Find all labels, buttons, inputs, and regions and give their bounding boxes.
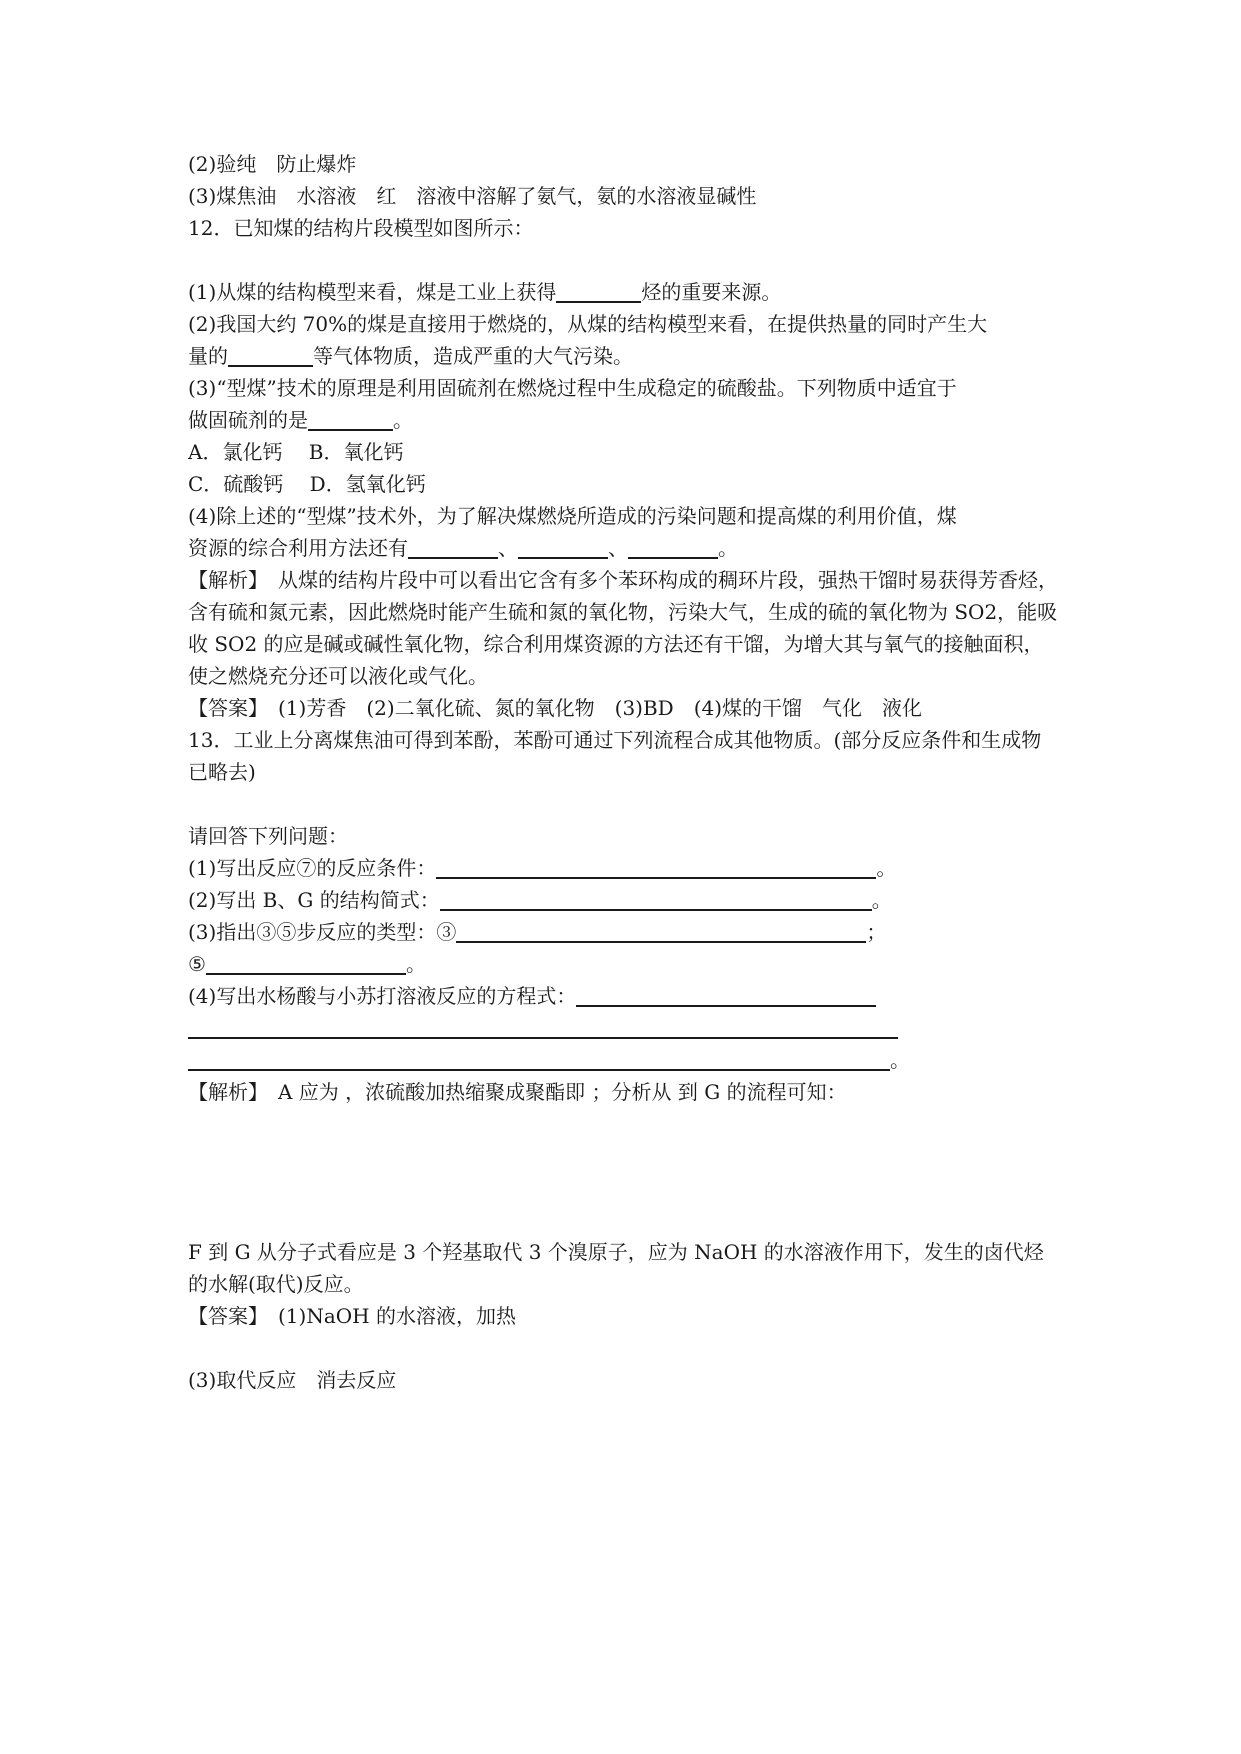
answer-line-2: (2)验纯 防止爆炸: [188, 152, 357, 176]
question-13-part-2: (2)写出 B、G 的结构简式： 。: [188, 888, 892, 912]
question-13-part-3: (3)指出③⑤步反应的类型：③ ；: [188, 920, 887, 944]
answer-blank: [628, 535, 718, 559]
answer-line-full: 。: [188, 1044, 1060, 1076]
answer-13-part-1: 【答案】 (1)NaOH 的水溶液，加热: [188, 1304, 516, 1328]
answer-blank: [518, 535, 608, 559]
answer-blank: [436, 855, 876, 879]
options-a-b: A．氯化钙 B．氧化钙: [188, 440, 404, 464]
question-12-part-2b: 量的 等气体物质，造成严重的大气污染。: [188, 344, 633, 368]
analysis-12: 【解析】 从煤的结构片段中可以看出它含有多个苯环构成的稠环片段，强热干馏时易获得芳香烃，含有硫和氮元素，因此燃烧时能产生硫和氮的氧化物，污染大气，生成的硫的氧化物为 SO2，能吸收 SO2 的应是碱或碱性氧化物，综合利用煤资源的方法还有干馏，为增大其与氧气的接触面积，使之燃烧充分还可以液化或气化。: [188, 568, 1058, 688]
answer-12: 【答案】 (1)芳香 (2)二氧化硫、氮的氧化物 (3)BD (4)煤的干馏 气化 液化: [188, 696, 923, 720]
answer-line-3: (3)煤焦油 水溶液 红 溶液中溶解了氨气，氨的水溶液显碱性: [188, 184, 757, 208]
answer-blank: [456, 919, 866, 943]
question-12-part-2a: (2)我国大约 70%的煤是直接用于燃烧的，从煤的结构模型来看，在提供热量的同时产生大: [188, 312, 988, 336]
answer-blank: [188, 1015, 898, 1039]
structure-gap-small: [188, 1332, 1060, 1364]
answer-13-part-3: (3)取代反应 消去反应: [188, 1368, 397, 1392]
question-12-part-3a: (3)“型煤”技术的原理是利用固硫剂在燃烧过程中生成稳定的硫酸盐。下列物质中适宜于: [188, 376, 957, 400]
answer-blank: [408, 535, 498, 559]
please-answer: 请回答下列问题：: [188, 824, 348, 848]
question-12-part-3b: 做固硫剂的是 。: [188, 408, 413, 432]
answer-blank: [308, 407, 393, 431]
answer-blank: [576, 983, 876, 1007]
document-page: [188, 148, 1060, 1396]
question-12-part-4b: 资源的综合利用方法还有 、 、 。: [188, 536, 738, 560]
answer-line-full: [188, 1012, 1060, 1044]
analysis-13-fg: F 到 G 从分子式看应是 3 个羟基取代 3 个溴原子，应为 NaOH 的水溶液作用下，发生的卤代烃的水解(取代)反应。: [188, 1240, 1044, 1296]
question-13-part-3b: ⑤ 。: [188, 952, 426, 976]
answer-blank: [188, 1047, 890, 1071]
flowchart-gap: [188, 788, 1060, 820]
options-c-d: C．硫酸钙 D．氢氧化钙: [188, 472, 426, 496]
question-13-part-4: (4)写出水杨酸与小苏打溶液反应的方程式：: [188, 980, 1060, 1012]
question-12-part-1: (1)从煤的结构模型来看，煤是工业上获得 烃的重要来源。: [188, 280, 782, 304]
question-13-part-1: (1)写出反应⑦的反应条件： 。: [188, 856, 897, 880]
figure-gap: [188, 244, 1060, 276]
structure-gap: [188, 1108, 1060, 1236]
analysis-13: 【解析】 A 应为 ，浓硫酸加热缩聚成聚酯即 ；分析从 到 G 的流程可知：: [188, 1080, 847, 1104]
question-13-title: 13．工业上分离煤焦油可得到苯酚，苯酚可通过下列流程合成其他物质。(部分反应条件和生成物已略去): [188, 728, 1042, 784]
question-12-title: 12．已知煤的结构片段模型如图所示：: [188, 216, 534, 240]
answer-blank: [556, 279, 641, 303]
question-12-part-4a: (4)除上述的“型煤”技术外，为了解决煤燃烧所造成的污染问题和提高煤的利用价值，煤: [188, 504, 957, 528]
answer-blank: [440, 887, 872, 911]
answer-blank: [228, 343, 313, 367]
answer-blank: [206, 951, 406, 975]
